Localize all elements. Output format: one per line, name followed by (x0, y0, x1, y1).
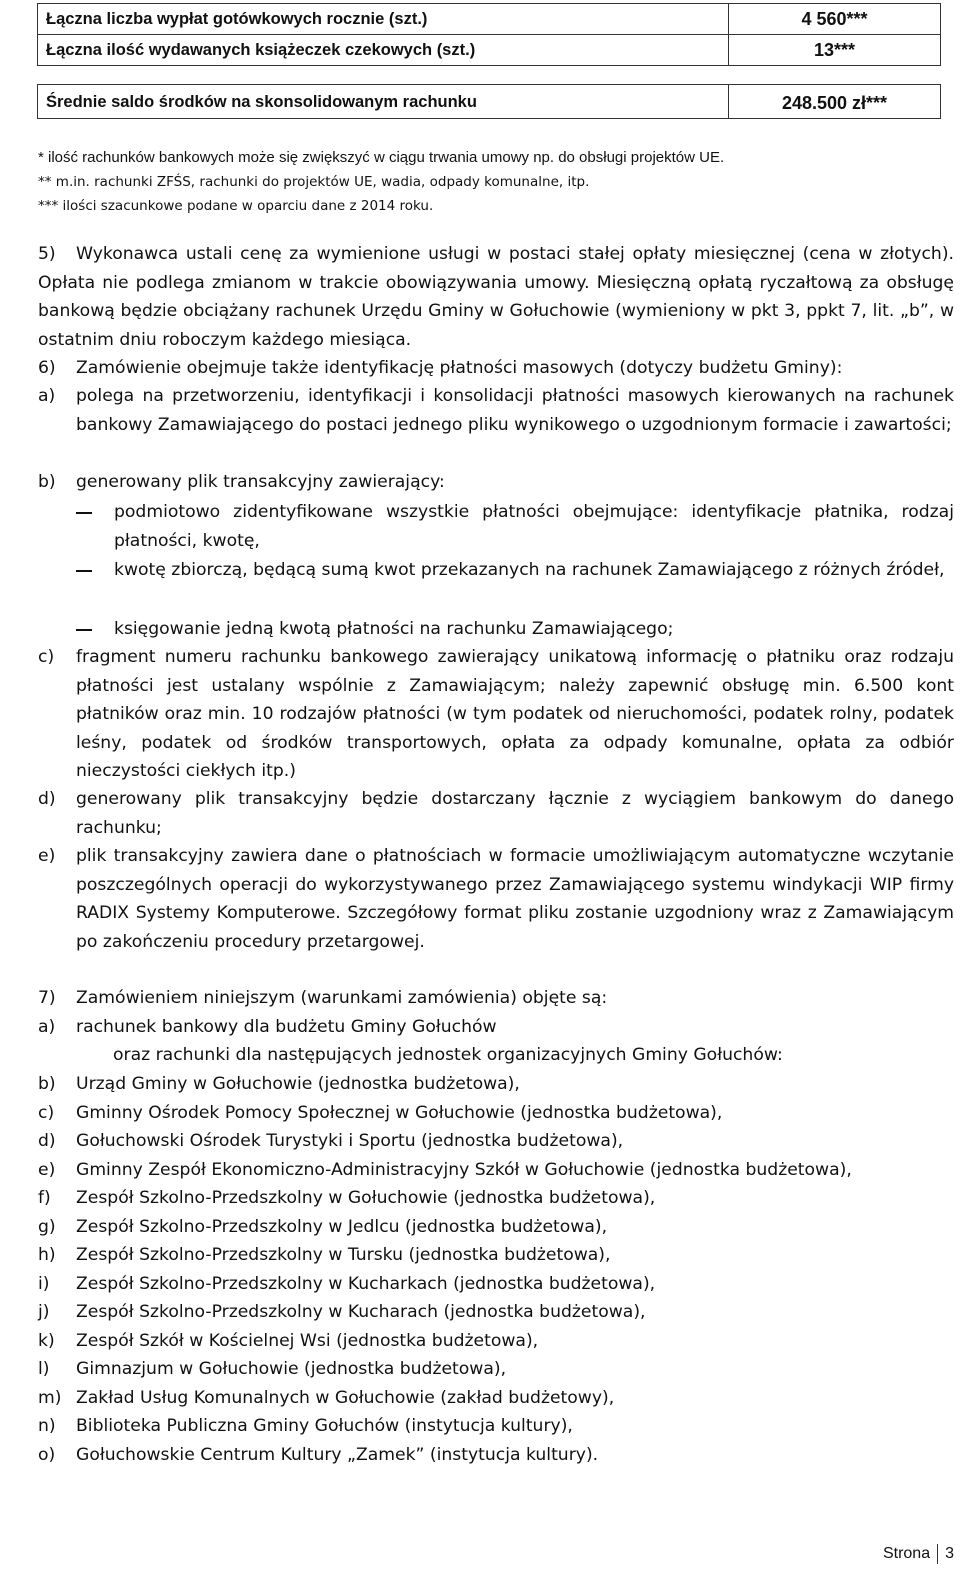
list-label: b) (38, 472, 56, 492)
list-text: generowany plik transakcyjny zawierający: (76, 472, 445, 492)
list-label: e) (38, 846, 56, 866)
list-label: o) (38, 1444, 56, 1465)
list-item (38, 1412, 954, 1441)
list-text: fragment numeru rachunku bankowego zawierający unikatową informację o płatniku oraz rodzaju płatności jest ustalany wspólnie z Zamawiającym; należy zapewnić obsługę min. 6.500 kont płatników oraz min. 10 rodzajów płatności (w tym podatek od nieruchomości, podatek rolny, podatek leśny, podatek od środków transportowych, opłata za odpady komunalne, opłata za odbiór nieczystości ciekłych itp.) (76, 647, 954, 781)
list-label: j) (38, 1302, 50, 1322)
list-item (38, 1441, 954, 1470)
table-cell-value: 248.500 zł*** (729, 85, 941, 119)
list-item (38, 1327, 954, 1356)
list-item (38, 1298, 954, 1327)
page-footer (883, 1543, 954, 1565)
list-text: podmiotowo zidentyfikowane wszystkie płatności obejmujące: identyfikacje płatnika, rodzaj płatności, kwotę, (114, 502, 954, 551)
list-item (38, 1184, 954, 1213)
list-item (38, 1355, 954, 1384)
list-text: Zespół Szkół w Kościelnej Wsi (jednostka budżetowa), (76, 1330, 539, 1351)
list-text: Gołuchowskie Centrum Kultury „Zamek” (instytucja kultury). (76, 1444, 599, 1465)
list-text: Gołuchowski Ośrodek Turystyki i Sportu (jednostka budżetowa), (76, 1131, 624, 1151)
page-number: 3 (945, 1545, 954, 1562)
list-text: księgowanie jedną kwotą płatności na rachunku Zamawiającego; (114, 619, 674, 639)
list-item (38, 1241, 954, 1270)
list-label: k) (38, 1330, 55, 1351)
list-item (38, 468, 954, 497)
list-text: Biblioteka Publiczna Gminy Gołuchów (instytucja kultury), (76, 1416, 573, 1436)
list-item (38, 1013, 954, 1042)
dash-bullet (76, 629, 92, 631)
table-cell-value: 13*** (729, 35, 941, 66)
list-text: rachunek bankowy dla budżetu Gminy Gołuchów (76, 1017, 497, 1037)
list-label: a) (38, 386, 56, 406)
list-item (38, 643, 954, 786)
paragraph-number: 6) (38, 358, 56, 378)
list-text: generowany plik transakcyjny będzie dostarczany łącznie z wyciągiem bankowym do danego rachunku; (76, 789, 954, 838)
list-item (38, 1213, 954, 1242)
table-cell-label: Łączna ilość wydawanych książeczek czekowych (szt.) (38, 35, 729, 66)
list-label: h) (38, 1245, 56, 1265)
list-continuation: oraz rachunki dla następujących jednostek organizacyjnych Gminy Gołuchów: (113, 1045, 783, 1065)
list-label: f) (38, 1188, 51, 1208)
list-label: d) (38, 1131, 56, 1151)
list-item (38, 382, 954, 439)
table-row (38, 85, 941, 119)
list-item (38, 1384, 954, 1413)
list-text: Zespół Szkolno-Przedszkolny w Kucharach (jednostka budżetowa), (76, 1302, 646, 1322)
list-item (38, 1156, 954, 1185)
dash-bullet (76, 512, 92, 514)
list-text: Zespół Szkolno-Przedszkolny w Kucharkach (jednostka budżetowa), (76, 1273, 656, 1294)
footer-separator (937, 1544, 938, 1564)
list-label: c) (38, 1102, 55, 1123)
list-text: plik transakcyjny zawiera dane o płatnościach w formacie umożliwiającym automatyczne wczytanie poszczególnych operacji do wykorzystywanego przez Zamawiającego systemu windykacji WIP firmy RADIX Systemy Komputerowe. Szczegółowy format pliku zostanie uzgodniony wraz z Zamawiającym po zakończeniu procedury przetargowej. (76, 846, 954, 952)
list-item (38, 1270, 954, 1299)
paragraph-number: 5) (38, 244, 56, 264)
table-row (38, 35, 941, 66)
list-label: c) (38, 647, 55, 667)
dash-item (76, 498, 954, 555)
table-row (38, 4, 941, 35)
list-text: Zakład Usług Komunalnych w Gołuchowie (zakład budżetowy), (76, 1387, 615, 1408)
list-label: l) (38, 1359, 50, 1379)
paragraph-text: Zamówienie obejmuje także identyfikację płatności masowych (dotyczy budżetu Gminy): (76, 358, 843, 378)
footnote-2: ** m.in. rachunki ZFŚS, rachunki do projektów UE, wadia, odpady komunalne, itp. (38, 174, 590, 190)
list-label: i) (38, 1273, 50, 1294)
stats-table (37, 3, 941, 119)
paragraph-5 (38, 240, 954, 354)
list-item (38, 1127, 954, 1156)
list-label: m) (38, 1387, 62, 1408)
list-text: Urząd Gminy w Gołuchowie (jednostka budżetowa), (76, 1074, 520, 1094)
table-cell-label: Łączna liczba wypłat gotówkowych rocznie (szt.) (38, 4, 729, 35)
paragraph-text: Zamówieniem niniejszym (warunkami zamówienia) objęte są: (76, 988, 608, 1008)
dash-bullet (76, 570, 92, 572)
list-text: Gminny Ośrodek Pomocy Społecznej w Gołuchowie (jednostka budżetowa), (76, 1102, 723, 1123)
list-label: e) (38, 1159, 56, 1180)
list-item (38, 1099, 954, 1128)
paragraph-text: Wykonawca ustali cenę za wymienione usługi w postaci stałej opłaty miesięcznej (cena w złotych). Opłata nie podlega zmianom w trakcie obowiązywania umowy. Miesięczną opłatą ryczałtową za obsługę bankową będzie obciążany rachunek Urzędu Gminy w Gołuchowie (wymieniony w pkt 3, ppkt 7, lit. „b”, w ostatnim dniu roboczym każdego miesiąca. (38, 244, 954, 350)
list-text: Gimnazjum w Gołuchowie (jednostka budżetowa), (76, 1359, 507, 1379)
paragraph-7 (38, 984, 954, 1013)
list-text: Gminny Zespół Ekonomiczno-Administracyjny Szkół w Gołuchowie (jednostka budżetowa), (76, 1159, 852, 1180)
footer-label: Strona (882, 1545, 931, 1562)
paragraph-6 (38, 354, 954, 383)
list-text: polega na przetworzeniu, identyfikacji i konsolidacji płatności masowych kierowanych na rachunek bankowy Zamawiającego do postaci jednego pliku wynikowego o uzgodnionym formacie i zawartości; (76, 386, 954, 435)
list-text: Zespół Szkolno-Przedszkolny w Jedlcu (jednostka budżetowa), (76, 1216, 608, 1237)
list-label: b) (38, 1074, 56, 1094)
paragraph-number: 7) (38, 988, 56, 1008)
dash-item (76, 615, 954, 644)
list-label: a) (38, 1017, 56, 1037)
list-text: Zespół Szkolno-Przedszkolny w Tursku (jednostka budżetowa), (76, 1245, 611, 1265)
dash-item (76, 556, 954, 585)
list-text: kwotę zbiorczą, będącą sumą kwot przekazanych na rachunek Zamawiającego z różnych źródeł, (114, 560, 945, 580)
list-label: g) (38, 1216, 56, 1237)
list-label: d) (38, 789, 56, 809)
table-cell-label: Średnie saldo środków na skonsolidowanym rachunku (38, 85, 729, 119)
table-cell-value: 4 560*** (729, 4, 941, 35)
footnote-3: *** ilości szacunkowe podane w oparciu dane z 2014 roku. (38, 198, 434, 214)
list-item (38, 842, 954, 956)
list-label: n) (38, 1416, 56, 1436)
list-item (38, 785, 954, 842)
list-text: Zespół Szkolno-Przedszkolny w Gołuchowie (jednostka budżetowa), (76, 1188, 656, 1208)
footnote-1: * ilość rachunków bankowych może się zwiększyć w ciągu trwania umowy np. do obsługi projektów UE. (38, 149, 725, 166)
list-item (38, 1070, 954, 1099)
